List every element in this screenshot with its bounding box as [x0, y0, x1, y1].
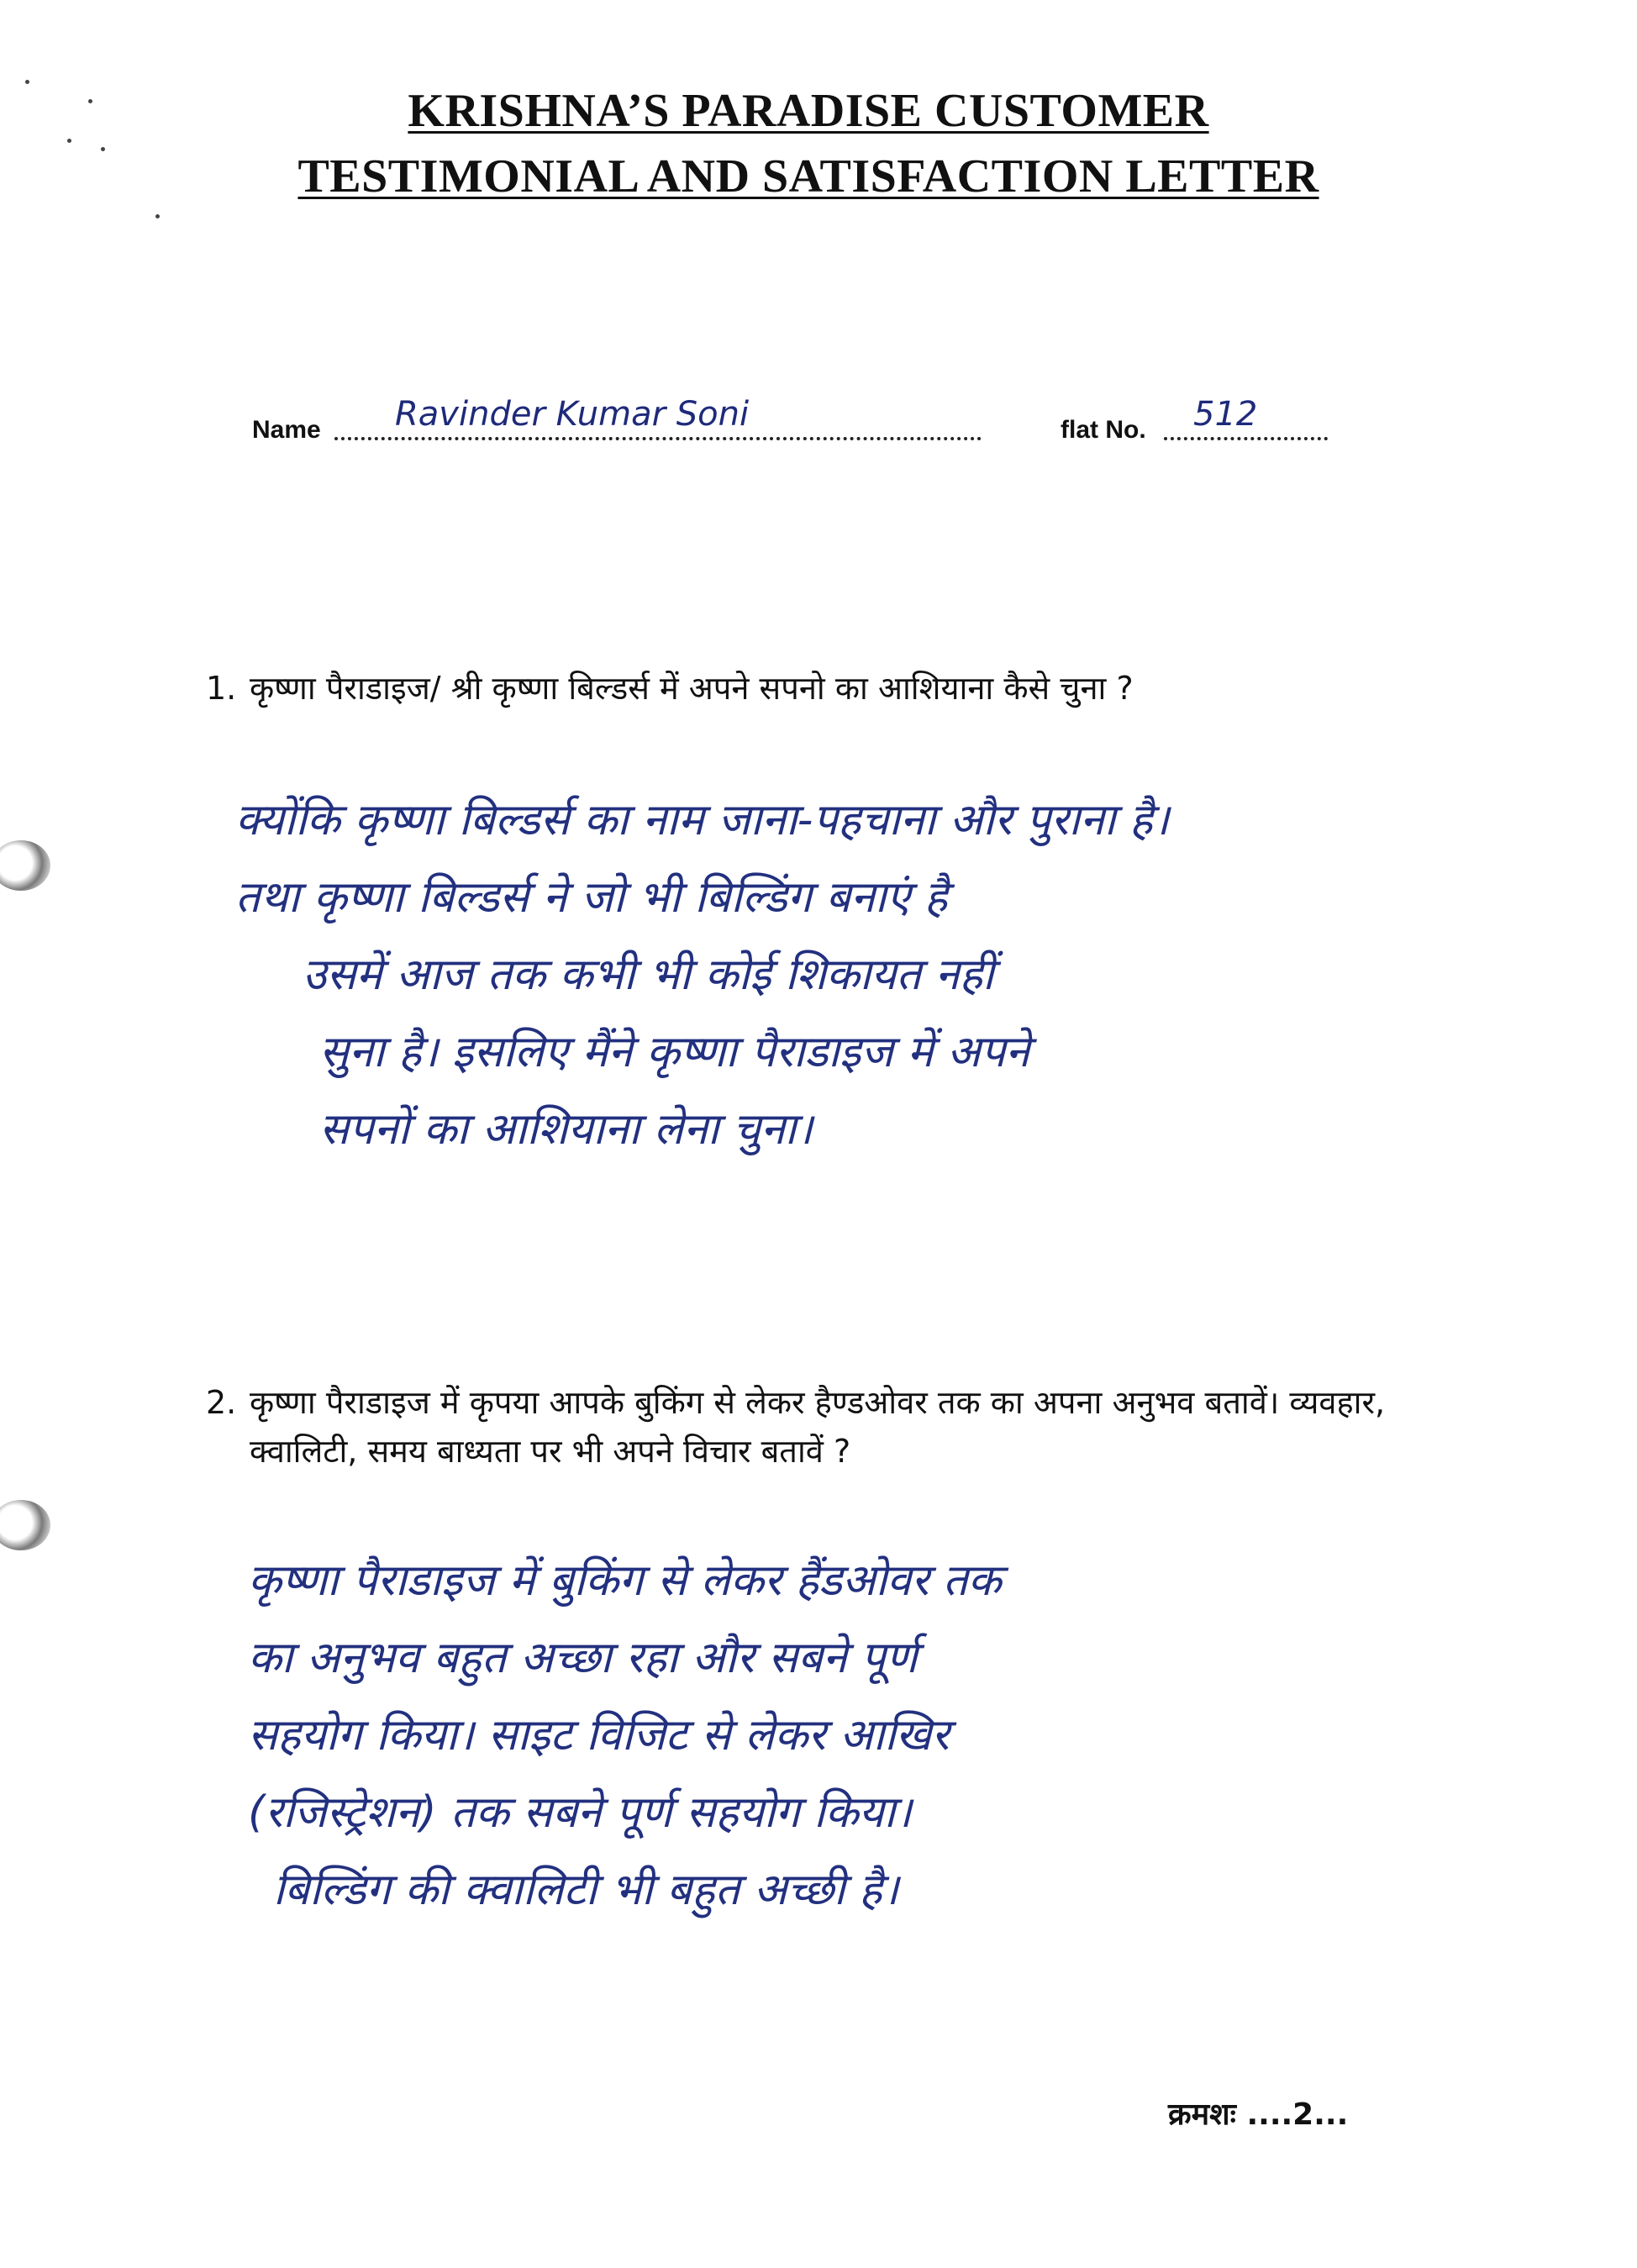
flat-number-label: flat No.	[1061, 416, 1146, 444]
answer-line: सपनों का आशियाना लेना चुना।	[319, 1104, 813, 1155]
answer-line: बिल्डिंग की क्वालिटी भी बहुत अच्छी है।	[273, 1865, 899, 1915]
question-text: कृष्णा पैराडाइज/ श्री कृष्णा बिल्डर्स में अपने सपनो का आशियाना कैसे चुना ?	[250, 670, 1134, 707]
scan-speck	[155, 214, 160, 218]
answer-line: सुना है। इसलिए मैंने कृष्णा पैराडाइज में अपने	[319, 1027, 1030, 1077]
name-label: Name	[252, 416, 321, 444]
question-number: 2.	[206, 1384, 237, 1421]
punch-hole	[0, 1500, 50, 1550]
flat-number-value: 512	[1193, 395, 1258, 434]
scan-speck	[67, 139, 71, 143]
answer-line: सहयोग किया। साइट विजिट से लेकर आखिर	[248, 1710, 950, 1760]
question-1	[206, 664, 1450, 765]
answer-line: तथा कृष्णा बिल्डर्स ने जो भी बिल्डिंग बनाएं है	[235, 872, 948, 923]
letter-title-line-1: KRISHNA’S PARADISE CUSTOMER	[408, 85, 1209, 137]
answer-line: (रजिस्ट्रेशन) तक सबने पूर्ण सहयोग किया।	[248, 1787, 913, 1838]
answer-line: उसमें आज तक कभी भी कोई शिकायत नहीं	[303, 950, 994, 1000]
question-2	[206, 1378, 1450, 1529]
letter-title-line-2: TESTIMONIAL AND SATISFACTION LETTER	[297, 150, 1319, 203]
answer-line: कृष्णा पैराडाइज में बुकिंग से लेकर हैंडओवर तक	[248, 1555, 1002, 1606]
question-text: कृष्णा पैराडाइज में कृपया आपके बुकिंग से लेकर हैण्डओवर तक का अपना अनुभव बतावें। व्यवहार, क्वालिटी, समय बाध्यता पर भी अपने विचार बतावें ?	[250, 1384, 1386, 1470]
name-dotted-line	[334, 437, 982, 440]
flat-number-dotted-line	[1164, 437, 1328, 440]
continued-page-marker: क्रमशः ....2...	[1168, 2097, 1349, 2132]
answer-line: क्योंकि कृष्णा बिल्डर्स का नाम जाना-पहचाना और पुराना है।	[235, 795, 1170, 845]
answer-line: का अनुभव बहुत अच्छा रहा और सबने पूर्ण	[248, 1633, 918, 1683]
question-number: 1.	[206, 670, 237, 707]
answer-1	[235, 781, 1546, 1168]
name-value: Ravinder Kumar Soni	[395, 395, 750, 434]
answer-2	[248, 1542, 1525, 1929]
punch-hole	[0, 840, 50, 891]
